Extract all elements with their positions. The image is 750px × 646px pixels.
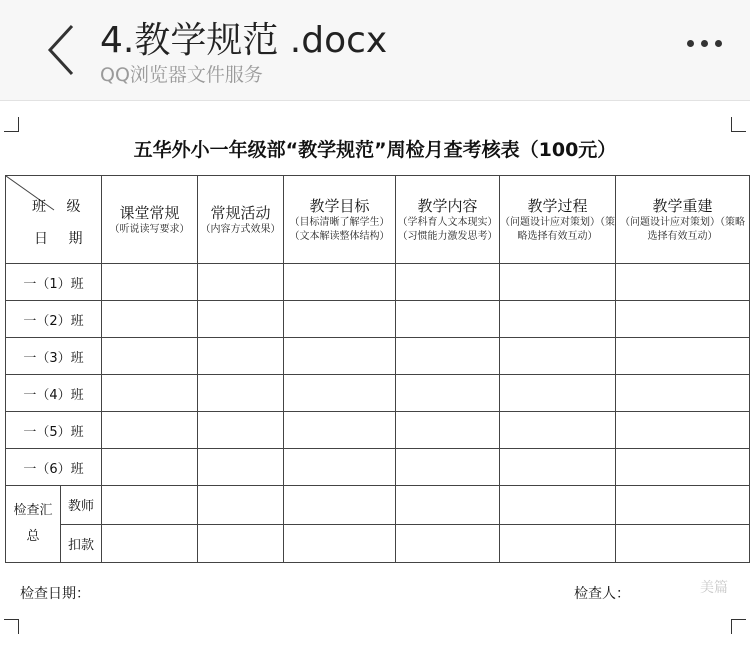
table-cell [616,449,750,486]
class-label: 班 级 [32,199,89,215]
deduction-label: 扣款 [67,537,94,553]
class-name-cell: 一（3）班 [6,338,102,375]
corner-header-cell [6,176,102,264]
table-cell [102,338,198,375]
table-cell [284,338,396,375]
date-label: 日 期 [34,231,91,247]
class-name-cell: 一（6）班 [6,449,102,486]
table-cell [102,449,198,486]
class-name-cell: 一（5）班 [6,412,102,449]
table-cell [102,486,198,525]
class-name-cell: 一（2）班 [6,301,102,338]
table-cell [616,338,750,375]
table-cell [396,264,500,301]
table-cell [396,412,500,449]
summary-inner [6,486,101,562]
table-cell [198,524,284,563]
table-cell [102,412,198,449]
more-dot-icon [715,40,722,47]
table-cell [284,375,396,412]
table-cell [500,375,616,412]
table-cell [284,486,396,525]
table-row [6,301,750,338]
more-dot-icon [687,40,694,47]
table-cell [284,264,396,301]
table-cell [396,486,500,525]
table-row [6,264,750,301]
table-cell [500,338,616,375]
column-header: 教学重建 （问题设计应对策划）（策略选择有效互动） [616,176,750,264]
table-cell [198,264,284,301]
more-options-button[interactable] [687,40,722,47]
table-row [6,412,750,449]
table-cell [284,301,396,338]
table-cell [102,375,198,412]
teacher-label: 教师 [61,486,102,524]
table-cell [616,375,750,412]
more-dot-icon [701,40,708,47]
column-header: 教学目标 （目标清晰了解学生）（文本解读整体结构） [284,176,396,264]
inspection-table [5,175,750,563]
crop-mark [4,117,19,132]
table-cell [500,301,616,338]
table-cell [500,264,616,301]
class-name-cell: 一（1）班 [6,264,102,301]
table-cell [102,264,198,301]
table-cell [284,412,396,449]
summary-row [6,524,750,563]
table-cell [198,301,284,338]
table-cell [500,449,616,486]
diagonal-line [6,176,102,264]
table-cell [198,449,284,486]
table-cell [500,524,616,563]
watermark: 美篇 [700,580,728,596]
back-button[interactable] [40,22,80,78]
table-row [6,338,750,375]
table-row [6,375,750,412]
table-cell [500,486,616,525]
table-cell [396,449,500,486]
table-cell [396,301,500,338]
summary-cell [6,486,102,563]
column-header: 教学内容 （学科育人文本现实）（习惯能力激发思考） [396,176,500,264]
table-cell [284,449,396,486]
file-title: 4.教学规范 .docx [100,20,388,61]
table-row [6,449,750,486]
app-header [0,0,750,101]
table-cell [198,412,284,449]
table-cell [616,301,750,338]
inspection-date-label: 检查日期： [20,586,90,602]
chevron-left-icon [40,22,80,78]
table-cell [102,301,198,338]
summary-row [6,486,750,525]
table-cell [396,375,500,412]
table-cell [616,264,750,301]
table-cell [396,524,500,563]
table-cell [198,375,284,412]
table-cell [396,338,500,375]
column-header: 课堂常规 （听说读写要求） [102,176,198,264]
document-page [0,101,750,646]
class-name-cell: 一（4）班 [6,375,102,412]
crop-mark [731,619,746,634]
crop-mark [4,619,19,634]
document-title: 五华外小一年级部“教学规范”周检月查考核表（100元） [133,139,617,161]
table-cell [198,338,284,375]
table-cell [102,524,198,563]
table-cell [198,486,284,525]
inspector-label: 检查人： [574,586,630,602]
column-header: 教学过程 （问题设计应对策划）（策略选择有效互动） [500,176,616,264]
table-cell [616,524,750,563]
table-cell [284,524,396,563]
service-subtitle: QQ浏览器文件服务 [100,64,263,86]
table-cell [616,486,750,525]
table-header-row [6,176,750,264]
crop-mark [731,117,746,132]
summary-label: 检查汇总 [6,486,61,562]
table-cell [500,412,616,449]
column-header: 常规活动 （内容方式效果） [198,176,284,264]
table-cell [616,412,750,449]
